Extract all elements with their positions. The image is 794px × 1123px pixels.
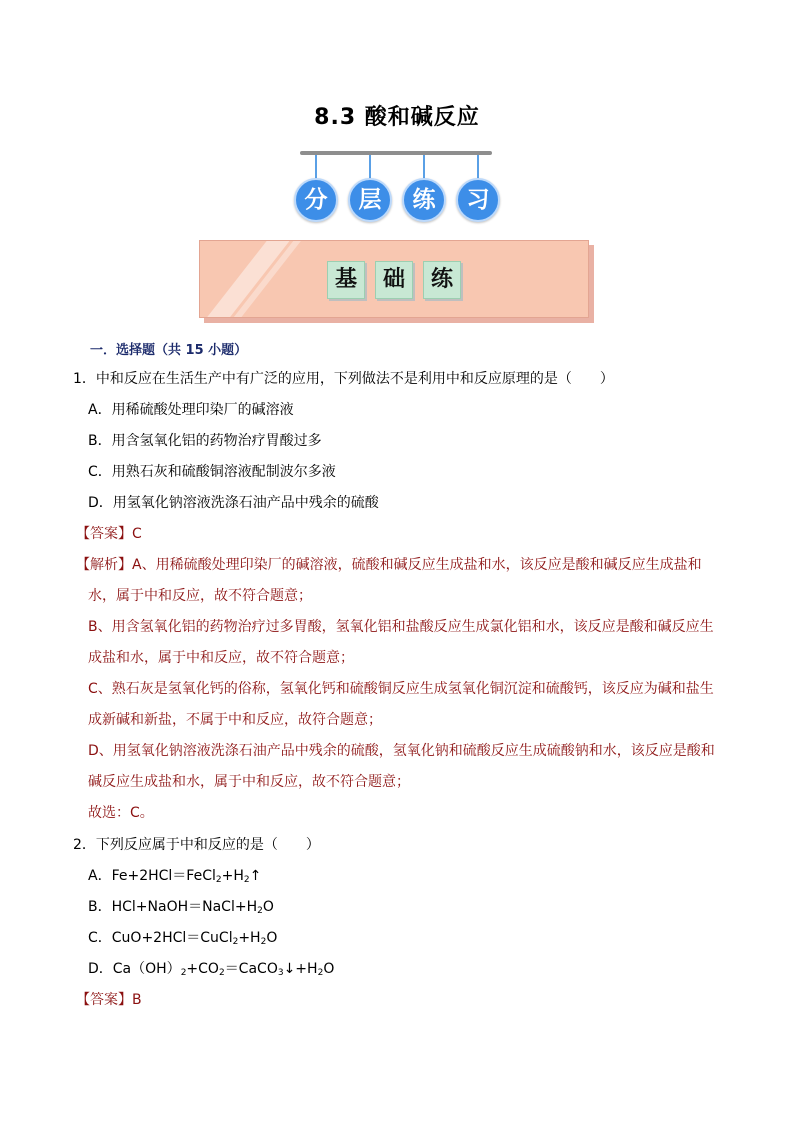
q1-answer: [76, 525, 142, 543]
q2-a-sub-1: 2: [215, 875, 222, 885]
q2-c-sub-1: 2: [232, 937, 239, 947]
q2-d-text-1: D．Ca（OH）: [88, 961, 181, 977]
q2-answer-value: B: [132, 992, 142, 1008]
q1-analysis-7: D、用氢氧化钠溶液洗涤石油产品中残余的硫酸，氢氧化钠和硫酸反应生成硫酸钠和水，该反应是酸和: [88, 743, 715, 759]
q2-b-text-1: B．HCl+NaOH＝NaCl+H: [88, 899, 258, 915]
page-title: 8.3 酸和碱反应: [314, 105, 480, 130]
q1-analysis-6: 成新碱和新盐，不属于中和反应，故符合题意；: [88, 712, 382, 728]
header-rail: [300, 151, 492, 155]
q2-d-sub-3: 3: [277, 968, 284, 978]
q1-analysis-5: C、熟石灰是氢氧化钙的俗称，氢氧化钙和硫酸铜反应生成氢氧化铜沉淀和硫酸钙，该反应为碱和盐生: [88, 681, 714, 697]
q2-d-sub-2: 2: [218, 968, 225, 978]
q2-d-sub-4: 2: [317, 968, 324, 978]
q1-answer-tag: 【答案】: [76, 526, 132, 542]
banner-tile-1: 基: [327, 261, 365, 299]
header-bubble-1: 分: [294, 178, 338, 222]
q2-a-text-2: +H: [221, 868, 244, 884]
q1-option-d: D．用氢氧化钠溶液洗涤石油产品中残余的硫酸: [88, 495, 379, 511]
q1-option-a: A．用稀硫酸处理印染厂的碱溶液: [88, 402, 294, 418]
q1-answer-value: C: [132, 526, 142, 542]
q1-stem: 1．中和反应在生活生产中有广泛的应用，下列做法不是利用中和反应原理的是（ ）: [73, 371, 614, 387]
q2-d-text-4: ↓+H: [283, 961, 318, 977]
header-bubble-3: 练: [402, 178, 446, 222]
q2-b-sub-1: 2: [257, 906, 263, 916]
q2-answer-tag: 【答案】: [76, 992, 132, 1008]
q1-analysis-8: 碱反应生成盐和水，属于中和反应，故不符合题意；: [88, 774, 410, 790]
header-bubble-2: 层: [348, 178, 392, 222]
q1-analysis-9: 故选：C。: [88, 805, 154, 821]
q1-option-b: B．用含氢氧化铝的药物治疗胃酸过多: [88, 433, 322, 449]
q1-analysis-1: [76, 556, 702, 574]
q2-answer: [76, 991, 142, 1009]
q2-c-text-3: O: [266, 930, 278, 946]
q2-option-a: [88, 867, 261, 885]
q2-d-text-3: ＝CaCO: [224, 961, 278, 977]
q2-c-sub-2: 2: [260, 937, 267, 947]
practice-banner: [199, 240, 589, 318]
q2-d-text-5: O: [323, 961, 335, 977]
q2-option-d: [88, 960, 334, 978]
q1-analysis-4: 成盐和水，属于中和反应，故不符合题意；: [88, 650, 354, 666]
header-bubble-4: 习: [456, 178, 500, 222]
q2-d-sub-1: 2: [180, 968, 187, 978]
q2-c-text-1: C．CuO+2HCl＝CuCl: [88, 930, 233, 946]
q2-d-text-2: +CO: [186, 961, 219, 977]
banner-tile-2: 础: [375, 261, 413, 299]
header-pin-3: [423, 155, 425, 179]
q1-option-c: C．用熟石灰和硫酸铜溶液配制波尔多液: [88, 464, 336, 480]
header-pin-2: [369, 155, 371, 179]
q2-stem: 2．下列反应属于中和反应的是（ ）: [73, 837, 320, 853]
header-pin-4: [477, 155, 479, 179]
q1-analysis-text-1: A、用稀硫酸处理印染厂的碱溶液，硫酸和碱反应生成盐和水，该反应是酸和碱反应生成盐和: [132, 557, 702, 573]
q2-option-c: [88, 929, 277, 947]
q1-analysis-2: 水，属于中和反应，故不符合题意；: [88, 588, 312, 604]
q2-b-text-2: O: [262, 899, 274, 915]
header-pin-1: [315, 155, 317, 179]
q2-c-text-2: +H: [238, 930, 261, 946]
q1-analysis-tag: 【解析】: [76, 557, 132, 573]
q1-analysis-3: B、用含氢氧化铝的药物治疗过多胃酸，氢氧化铝和盐酸反应生成氯化铝和水，该反应是酸和碱反应生: [88, 619, 714, 635]
section-heading: 一．选择题（共 15 小题）: [90, 343, 248, 358]
q2-a-text-1: A．Fe+2HCl＝FeCl: [88, 868, 216, 884]
q2-a-text-3: ↑: [249, 868, 262, 884]
q2-option-b: [88, 898, 274, 916]
banner-tile-3: 练: [423, 261, 461, 299]
q2-a-sub-2: 2: [243, 875, 250, 885]
